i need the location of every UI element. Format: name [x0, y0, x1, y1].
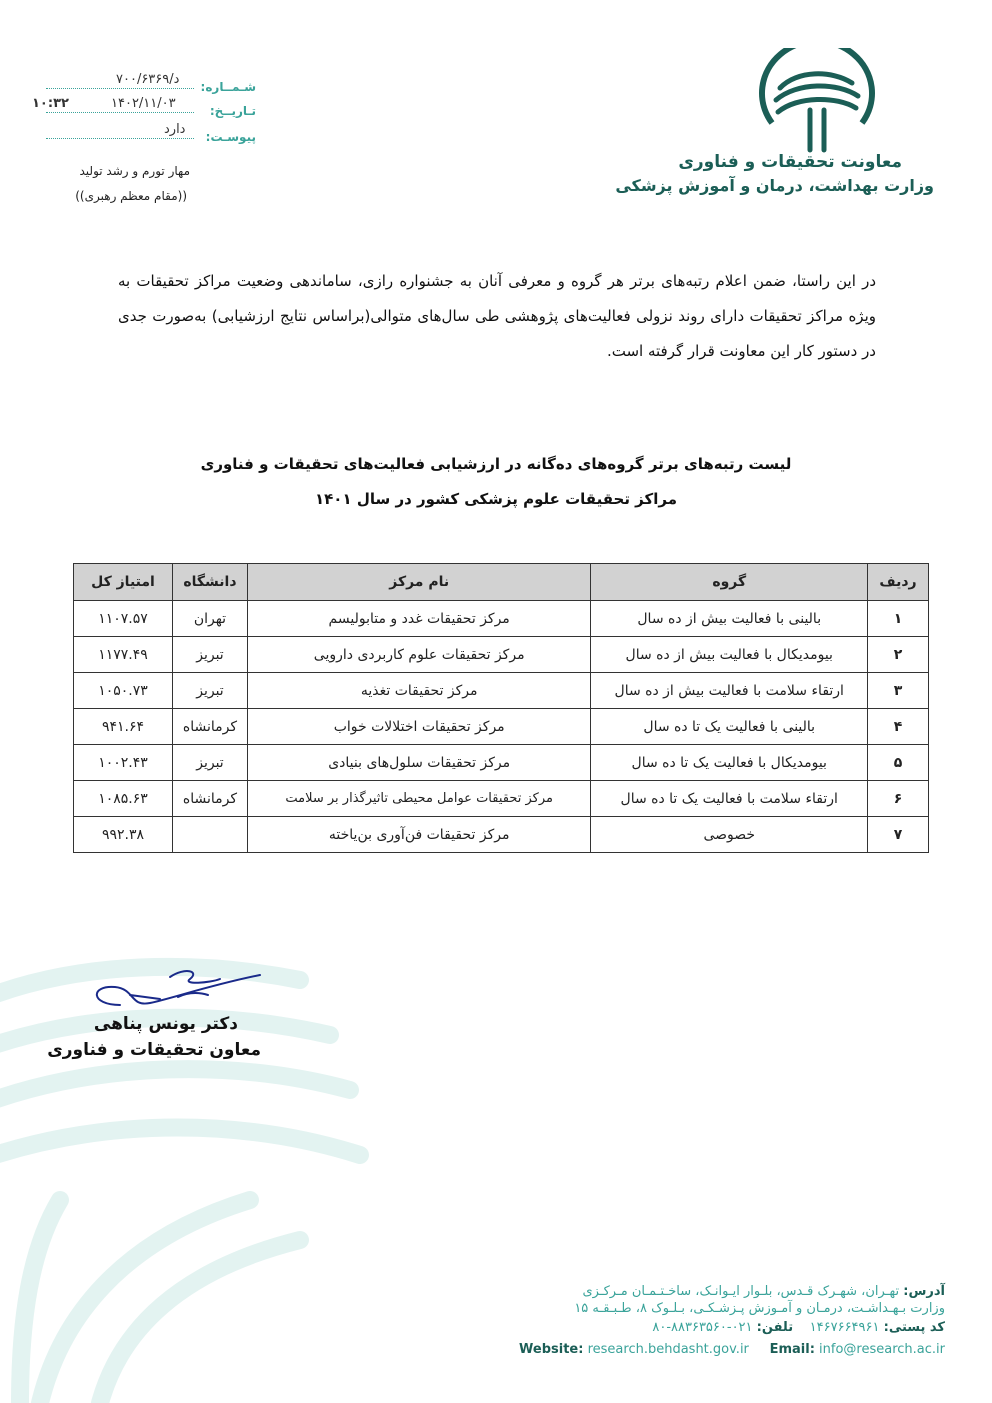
score-cell: ۱۰۰۲.۴۳	[74, 745, 173, 781]
dotted-line	[46, 138, 194, 139]
ranking-table	[73, 563, 929, 853]
footer-web-line	[519, 1342, 945, 1357]
table-title-line2: مراکز تحقیقات علوم پزشکی کشور در سال ۱۴۰۱	[315, 490, 677, 508]
signer-title: معاون تحقیقات و فناوری	[47, 1040, 261, 1060]
footer-address-line1	[582, 1284, 945, 1299]
university-cell: تهران	[172, 601, 247, 637]
phone-value: ۰۲۱-۸۸۳۶۳۵۶۰-۸۰	[652, 1320, 753, 1335]
postal-code-label: کد پستی:	[883, 1320, 945, 1335]
table-title-line1: لیست رتبه‌های برتر گروه‌های ده‌گانه در ارزشیابی فعالیت‌های تحقیقات و فناوری	[200, 455, 792, 473]
group-cell: بالینی با فعالیت بیش از ده سال	[591, 601, 868, 637]
ministry-logo-icon	[752, 48, 882, 156]
score-cell: ۱۱۷۷.۴۹	[74, 637, 173, 673]
table-row	[74, 709, 929, 745]
email-label: Email:	[769, 1342, 815, 1357]
center-name-cell: مرکز تحقیقات تغذیه	[247, 673, 591, 709]
header-row-number: ردیف	[868, 564, 929, 601]
center-name-cell: مرکز تحقیقات عوامل محیطی تاثیرگذار بر سلامت	[247, 781, 591, 817]
website-link[interactable]: research.behdasht.gov.ir	[587, 1342, 749, 1357]
table-row	[74, 817, 929, 853]
body-paragraph: در این راستا، ضمن اعلام رتبه‌های برتر هر گروه و معرفی آنان به جشنواره رازی، ساماندهی وضعیت مراکز تحقیقات به ویژه مراکز تحقیقات دارای روند نزولی فعالیت‌های پژوهشی طی سال‌های متوالی(براساس نتایج ارزشیابی) به‌صورت جدی در دستور کار این معاونت قرار گرفته است.	[118, 272, 876, 360]
university-cell: کرمانشاه	[172, 781, 247, 817]
table-row	[74, 745, 929, 781]
center-name-cell: مرکز تحقیقات سلول‌های بنیادی	[247, 745, 591, 781]
group-cell: بیومدیکال با فعالیت یک تا ده سال	[591, 745, 868, 781]
group-cell: بیومدیکال با فعالیت بیش از ده سال	[591, 637, 868, 673]
table-header-row	[74, 564, 929, 601]
attachment-value: دارد	[164, 122, 186, 137]
letter-date-row	[32, 96, 256, 124]
footer-address-line2: وزارت بـهـداشـت، درمـان و آمـوزش پـزشـکـی، بـلـوک ۸، طـبـقـه ۱۵	[574, 1301, 945, 1316]
center-name-cell: مرکز تحقیقات اختلالات خواب	[247, 709, 591, 745]
center-name-cell: مرکز تحقیقات فن‌آوری بن‌یاخته	[247, 817, 591, 853]
center-name-cell: مرکز تحقیقات علوم کاربردی دارویی	[247, 637, 591, 673]
score-cell: ۹۹۲.۳۸	[74, 817, 173, 853]
row-number: ۷	[868, 817, 929, 853]
university-cell: کرمانشاه	[172, 709, 247, 745]
slogan-source: ((مقام معظم رهبری))	[75, 189, 187, 203]
dotted-line	[46, 112, 194, 113]
group-cell: بالینی با فعالیت یک تا ده سال	[591, 709, 868, 745]
group-cell: ارتقاء سلامت با فعالیت یک تا ده سال	[591, 781, 868, 817]
table-row	[74, 601, 929, 637]
row-number: ۳	[868, 673, 929, 709]
header-center-name: نام مرکز	[247, 564, 591, 601]
signer-name: دکتر یونس پناهی	[93, 1014, 238, 1034]
address-label: آدرس:	[903, 1284, 945, 1299]
logo-line1: معاونت تحقیقات و فناوری	[678, 152, 902, 172]
row-number: ۵	[868, 745, 929, 781]
row-number: ۲	[868, 637, 929, 673]
attachment-row	[46, 122, 256, 150]
row-number: ۶	[868, 781, 929, 817]
group-cell: ارتقاء سلامت با فعالیت بیش از ده سال	[591, 673, 868, 709]
score-cell: ۱۰۵۰.۷۳	[74, 673, 173, 709]
phone-label: تلفن:	[756, 1320, 794, 1335]
score-cell: ۱۱۰۷.۵۷	[74, 601, 173, 637]
header-total-score: امتیاز کل	[74, 564, 173, 601]
postal-code-value: ۱۴۶۷۶۶۴۹۶۱	[809, 1320, 880, 1335]
table-row	[74, 781, 929, 817]
university-cell: تبریز	[172, 673, 247, 709]
header-group: گروه	[591, 564, 868, 601]
letter-date-value: ۱۴۰۲/۱۱/۰۳	[111, 96, 176, 111]
header-university: دانشگاه	[172, 564, 247, 601]
letter-date-label: تـاریــخ:	[209, 104, 256, 118]
center-name-cell: مرکز تحقیقات غدد و متابولیسم	[247, 601, 591, 637]
letter-number-label: شـمــاره:	[200, 80, 256, 94]
logo-line2: وزارت بهداشت، درمان و آموزش پزشکی	[615, 176, 934, 195]
university-cell: تبریز	[172, 637, 247, 673]
website-label: Website:	[519, 1342, 584, 1357]
row-number: ۱	[868, 601, 929, 637]
letter-number-value: ۷۰۰/۶۳۶۹/د	[116, 72, 180, 87]
handwritten-signature	[90, 965, 270, 1020]
dotted-line	[46, 88, 194, 89]
score-cell: ۱۰۸۵.۶۳	[74, 781, 173, 817]
table-row	[74, 673, 929, 709]
university-cell: تبریز	[172, 745, 247, 781]
attachment-label: پیوسـت:	[205, 130, 256, 144]
score-cell: ۹۴۱.۶۴	[74, 709, 173, 745]
footer-contact-line	[652, 1320, 945, 1335]
letter-time-value: ۱۰:۳۲	[32, 96, 69, 111]
row-number: ۴	[868, 709, 929, 745]
group-cell: خصوصی	[591, 817, 868, 853]
table-row	[74, 637, 929, 673]
address-line1: تهـران، شهـرک قـدس، بلـوار ایـوانـک، ساخـتـمـان مـرکـزی	[582, 1284, 900, 1299]
university-cell	[172, 817, 247, 853]
slogan: مهار تورم و رشد تولید	[79, 164, 190, 178]
email-link[interactable]: info@research.ac.ir	[819, 1342, 945, 1357]
